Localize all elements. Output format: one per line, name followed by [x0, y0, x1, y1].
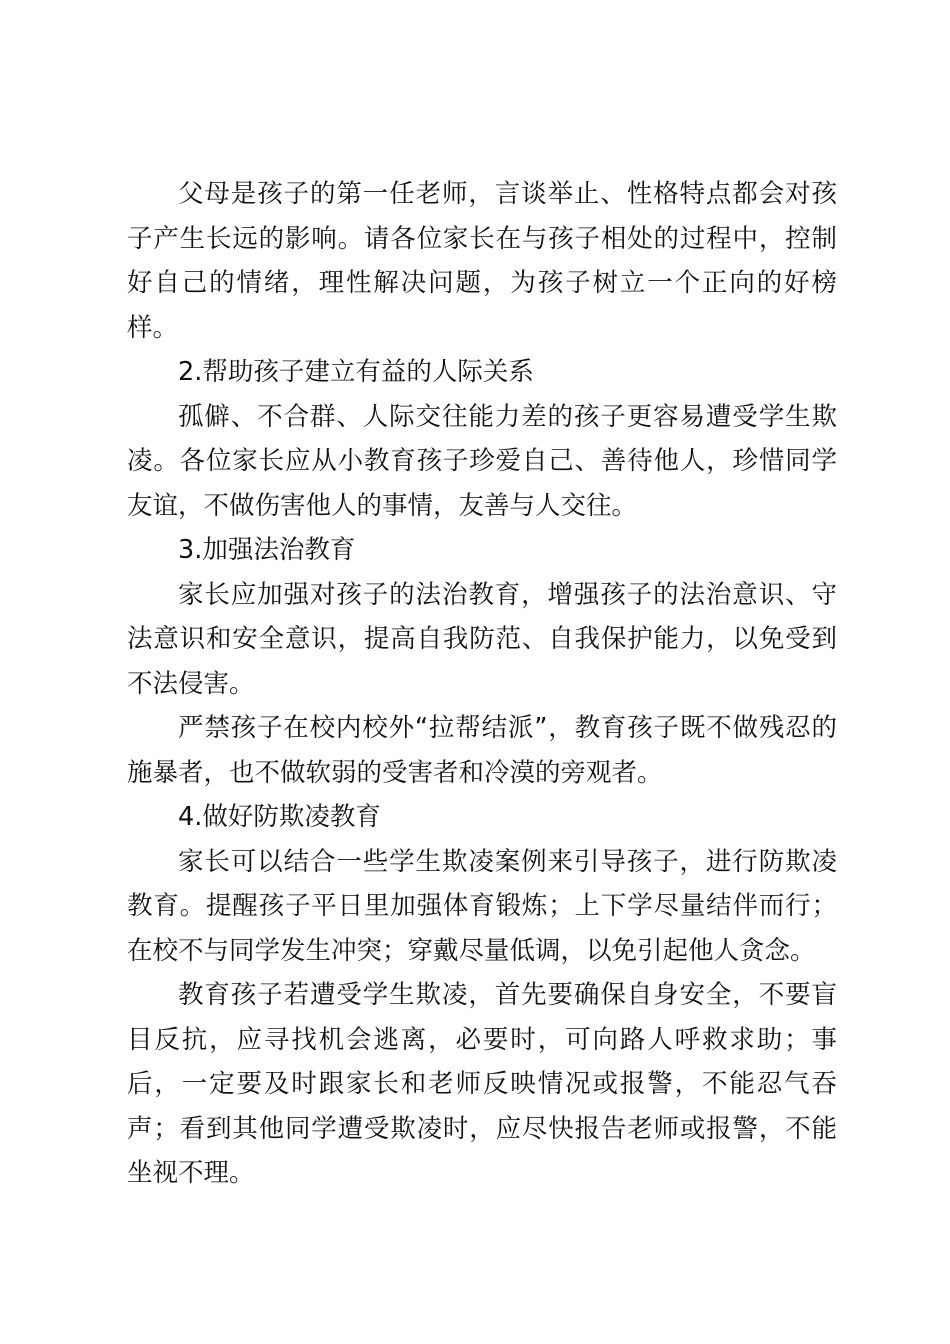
heading-anti-bullying: 4.做好防欺凌教育 [178, 802, 381, 832]
paragraph-if-bullied: 教育孩子若遭受学生欺凌，首先要确保自身安全，不要盲目反抗，应寻找机会逃离，必要时，可向路人呼救求助；事后，一定要及时跟家长和老师反映情况或报警，不能忍气吞声；看到其他同学遭受欺凌时，应尽快报告老师或报警，不能坐视不理。 [127, 980, 837, 1188]
paragraph-anti-bullying-cases: 家长可以结合一些学生欺凌案例来引导孩子，进行防欺凌教育。提醒孩子平日里加强体育锻炼；上下学尽量结伴而行；在校不与同学发生冲突；穿戴尽量低调，以免引起他人贪念。 [127, 846, 837, 966]
paragraph-no-gangs: 严禁孩子在校内校外“拉帮结派”，教育孩子既不做残忍的施暴者，也不做软弱的受害者和冷漠的旁观者。 [127, 713, 837, 788]
paragraph-relationships: 孤僻、不合群、人际交往能力差的孩子更容易遭受学生欺凌。各位家长应从小教育孩子珍爱自己、善待他人，珍惜同学友谊，不做伤害他人的事情，友善与人交往。 [127, 401, 837, 521]
heading-relationships: 2.帮助孩子建立有益的人际关系 [178, 357, 534, 387]
paragraph-parents-role-model: 父母是孩子的第一任老师，言谈举止、性格特点都会对孩子产生长远的影响。请各位家长在与孩子相处的过程中，控制好自己的情绪，理性解决问题，为孩子树立一个正向的好榜样。 [127, 179, 837, 343]
document-page [127, 172, 837, 1196]
heading-legal-education: 3.加强法治教育 [178, 535, 356, 565]
paragraph-legal-education: 家长应加强对孩子的法治教育，增强孩子的法治意识、守法意识和安全意识，提高自我防范、自我保护能力，以免受到不法侵害。 [127, 579, 837, 699]
